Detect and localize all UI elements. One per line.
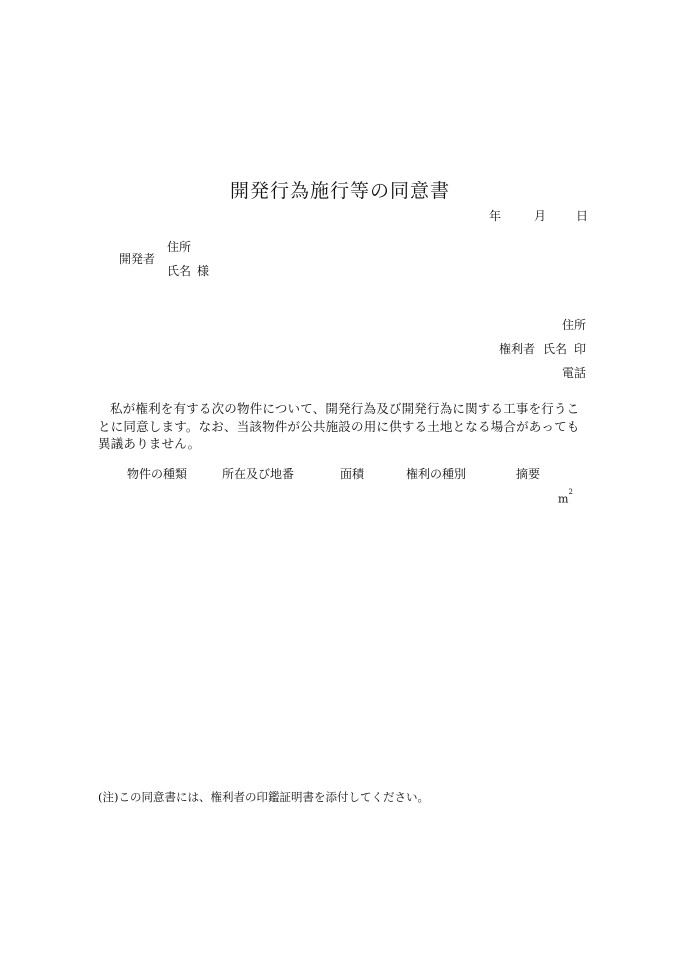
seal-mark: 印 — [574, 342, 587, 356]
developer-label: 開発者 — [119, 252, 156, 266]
right-holder-phone-label: 電話 — [562, 366, 587, 380]
developer-honorific: 様 — [197, 264, 210, 278]
header-property-type: 物件の種類 — [127, 467, 188, 481]
developer-address-label: 住所 — [167, 240, 192, 254]
date-year-label: 年 — [489, 209, 502, 223]
header-right-type: 権利の種別 — [406, 467, 467, 481]
date-month-label: 月 — [534, 209, 547, 223]
area-unit — [558, 488, 573, 506]
right-holder-label: 権利者 — [499, 342, 536, 356]
right-holder-address-label: 住所 — [562, 318, 587, 332]
consent-paragraph: 私が権利を有する次の物件について、開発行為及び開発行為に関する工事を行うことに同意します。なお、当該物件が公共施設の用に供する土地となる場合があっても異議ありません。 — [98, 401, 580, 451]
developer-name-label: 氏名 — [167, 264, 192, 278]
footnote: (注)この同意書には、権利者の印鑑証明書を添付してください。 — [98, 790, 429, 804]
header-remarks: 摘要 — [516, 467, 541, 481]
consent-statement — [98, 400, 590, 453]
area-unit-base: m — [558, 492, 569, 506]
header-area: 面積 — [340, 467, 365, 481]
area-unit-exponent: 2 — [568, 488, 573, 496]
date-day-label: 日 — [576, 209, 589, 223]
document-title: 開発行為施行等の同意書 — [229, 180, 450, 202]
right-holder-name-label: 氏名 — [543, 342, 568, 356]
header-location: 所在及び地番 — [222, 467, 295, 481]
